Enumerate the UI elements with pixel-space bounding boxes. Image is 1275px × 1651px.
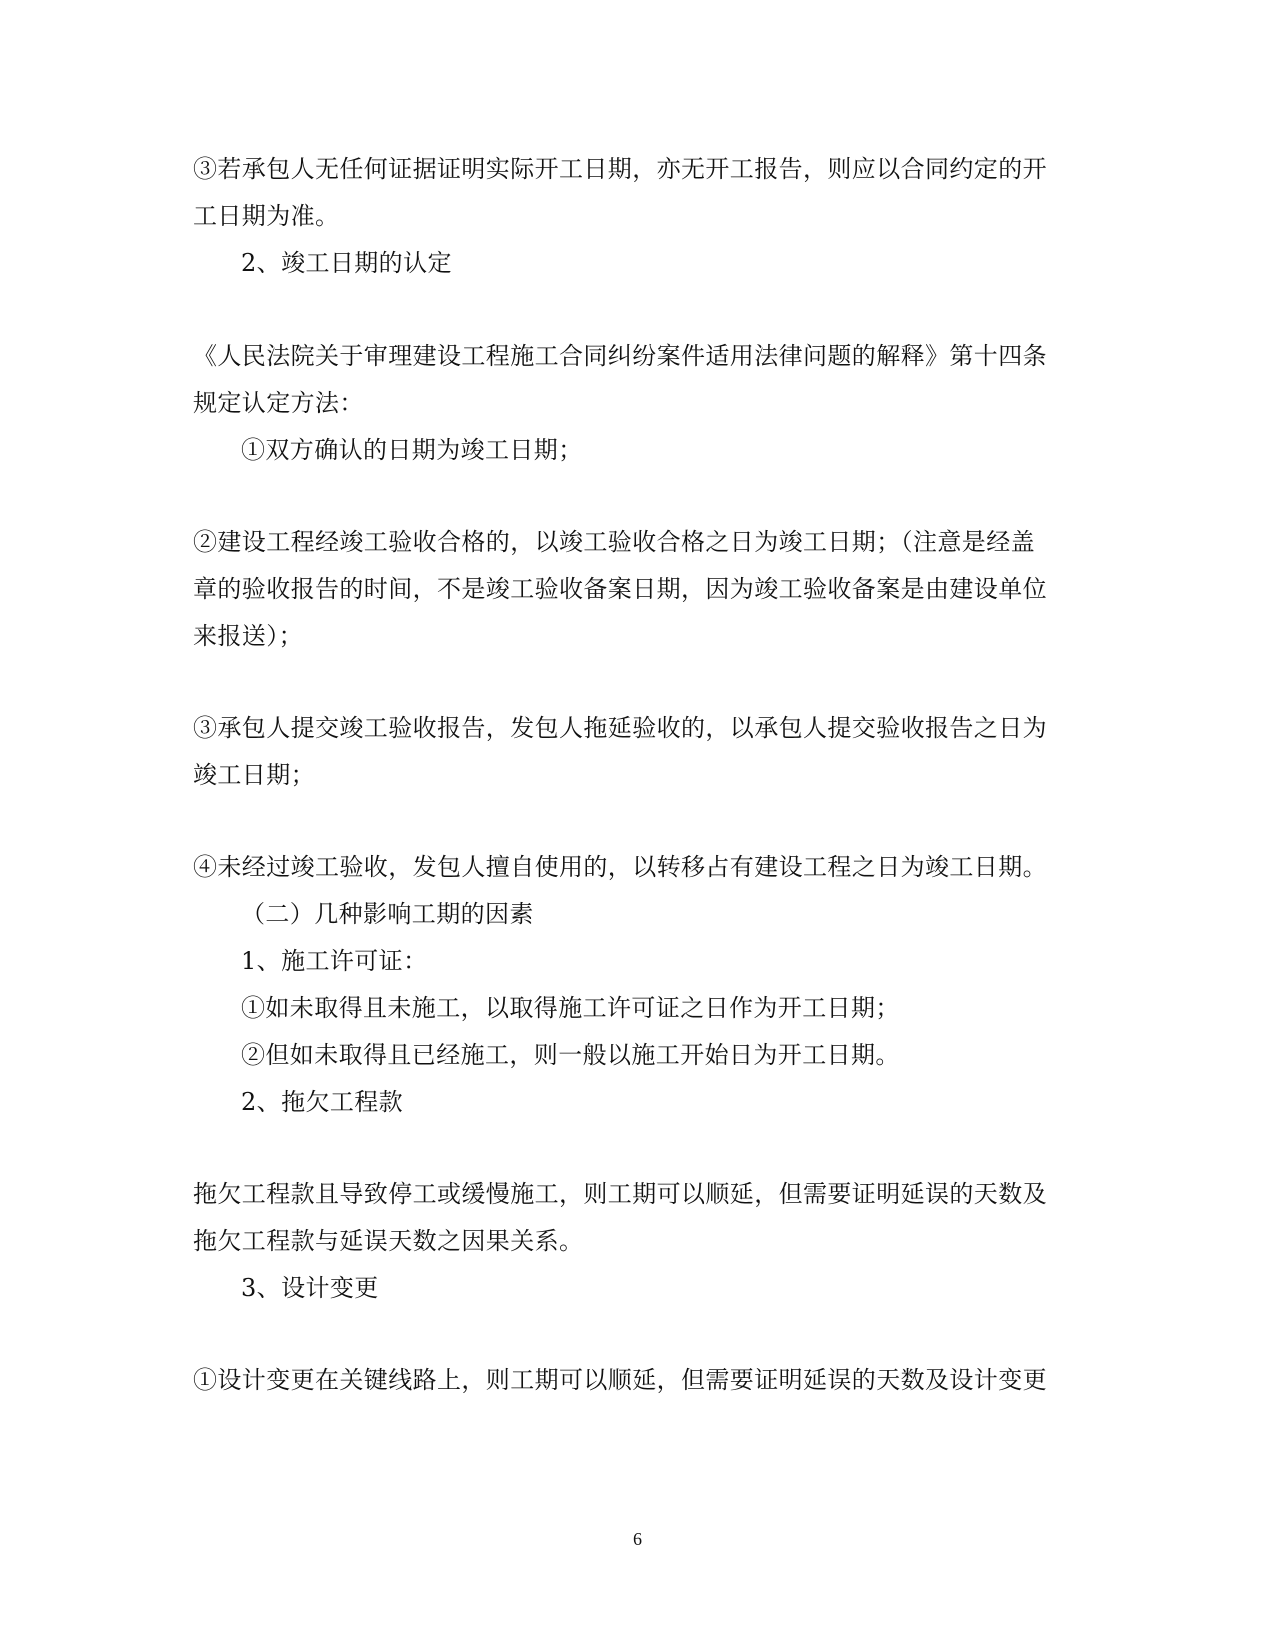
paragraph-line: 章的验收报告的时间，不是竣工验收备案日期，因为竣工验收备案是由建设单位 bbox=[193, 575, 1047, 603]
list-item: ①双方确认的日期为竣工日期； bbox=[241, 436, 583, 464]
section-heading: （二）几种影响工期的因素 bbox=[241, 900, 534, 928]
section-heading: 3、设计变更 bbox=[241, 1274, 379, 1302]
paragraph-line: ①设计变更在关键线路上，则工期可以顺延，但需要证明延误的天数及设计变更 bbox=[193, 1366, 1047, 1394]
paragraph-line: 拖欠工程款且导致停工或缓慢施工，则工期可以顺延，但需要证明延误的天数及 bbox=[193, 1180, 1047, 1208]
page-number: 6 bbox=[633, 1529, 642, 1549]
paragraph-line: 工日期为准。 bbox=[193, 202, 340, 230]
section-heading: 2、竣工日期的认定 bbox=[241, 249, 452, 277]
paragraph-line: 竣工日期； bbox=[193, 761, 315, 789]
list-item: ②但如未取得且已经施工，则一般以施工开始日为开工日期。 bbox=[241, 1041, 900, 1069]
list-item: ①如未取得且未施工，以取得施工许可证之日作为开工日期； bbox=[241, 994, 900, 1022]
paragraph-line: 《人民法院关于审理建设工程施工合同纠纷案件适用法律问题的解释》第十四条 bbox=[193, 342, 1047, 370]
paragraph-line: ④未经过竣工验收，发包人擅自使用的，以转移占有建设工程之日为竣工日期。 bbox=[193, 853, 1047, 881]
paragraph-line: ③承包人提交竣工验收报告，发包人拖延验收的，以承包人提交验收报告之日为 bbox=[193, 714, 1047, 742]
section-heading: 2、拖欠工程款 bbox=[241, 1088, 404, 1116]
section-heading: 1、施工许可证： bbox=[241, 947, 428, 975]
paragraph-line: 拖欠工程款与延误天数之因果关系。 bbox=[193, 1227, 584, 1255]
paragraph-line: ③若承包人无任何证据证明实际开工日期，亦无开工报告，则应以合同约定的开 bbox=[193, 155, 1047, 183]
paragraph-line: 规定认定方法： bbox=[193, 389, 364, 417]
paragraph-line: ②建设工程经竣工验收合格的，以竣工验收合格之日为竣工日期；（注意是经盖 bbox=[193, 528, 1035, 556]
paragraph-line: 来报送）； bbox=[193, 622, 303, 650]
